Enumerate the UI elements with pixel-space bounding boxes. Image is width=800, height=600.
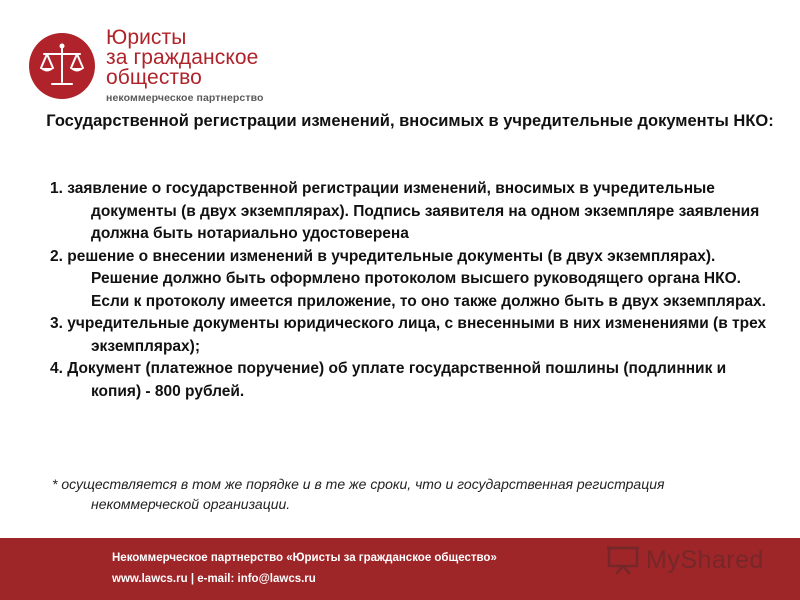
logo-line-1: Юристы bbox=[106, 26, 187, 49]
list-item: 4. Документ (платежное поручение) об уплате государственной пошлины (подлинник и копия) - 800 рублей. bbox=[50, 360, 727, 400]
list-item: 1. заявление о государственной регистрации изменений, вносимых в учредительные документы (в двух экземплярах). Подпись заявителя на одном экземпляре заявления должна быть нотариально удостоверена bbox=[50, 180, 760, 242]
list-item: 3. учредительные документы юридического лица, с внесенными в них изменениями (в трех экземплярах); bbox=[50, 315, 767, 355]
slide-title: Государственной регистрации изменений, вносимых в учредительные документы НКО: bbox=[46, 112, 774, 130]
logo-line-2: за гражданское bbox=[106, 46, 259, 69]
logo-line-3: общество bbox=[106, 66, 202, 89]
document-list bbox=[50, 178, 780, 403]
list-item: 2. решение о внесении изменений в учредительные документы (в двух экземплярах). Решение должно быть оформлено протоколом высшего руководящего органа НКО. Если к протоколу имеется приложение, то оно также должно быть в двух экземплярах. bbox=[50, 247, 766, 310]
watermark bbox=[606, 540, 764, 580]
presentation-icon bbox=[606, 544, 640, 576]
logo bbox=[28, 28, 298, 108]
footnote: * осуществляется в том же порядке и в те же сроки, что и государственная регистрация некоммерческой организации. bbox=[52, 476, 665, 512]
footer-contacts: www.lawcs.ru | e-mail: info@lawcs.ru bbox=[112, 573, 316, 585]
footer-organization: Некоммерческое партнерство «Юристы за гражданское общество» bbox=[112, 552, 497, 564]
watermark-text: MyShared bbox=[646, 545, 764, 574]
logo-subtitle: некоммерческое партнерство bbox=[106, 92, 264, 104]
footer-bar bbox=[0, 538, 800, 600]
scales-of-justice-icon bbox=[28, 32, 96, 100]
